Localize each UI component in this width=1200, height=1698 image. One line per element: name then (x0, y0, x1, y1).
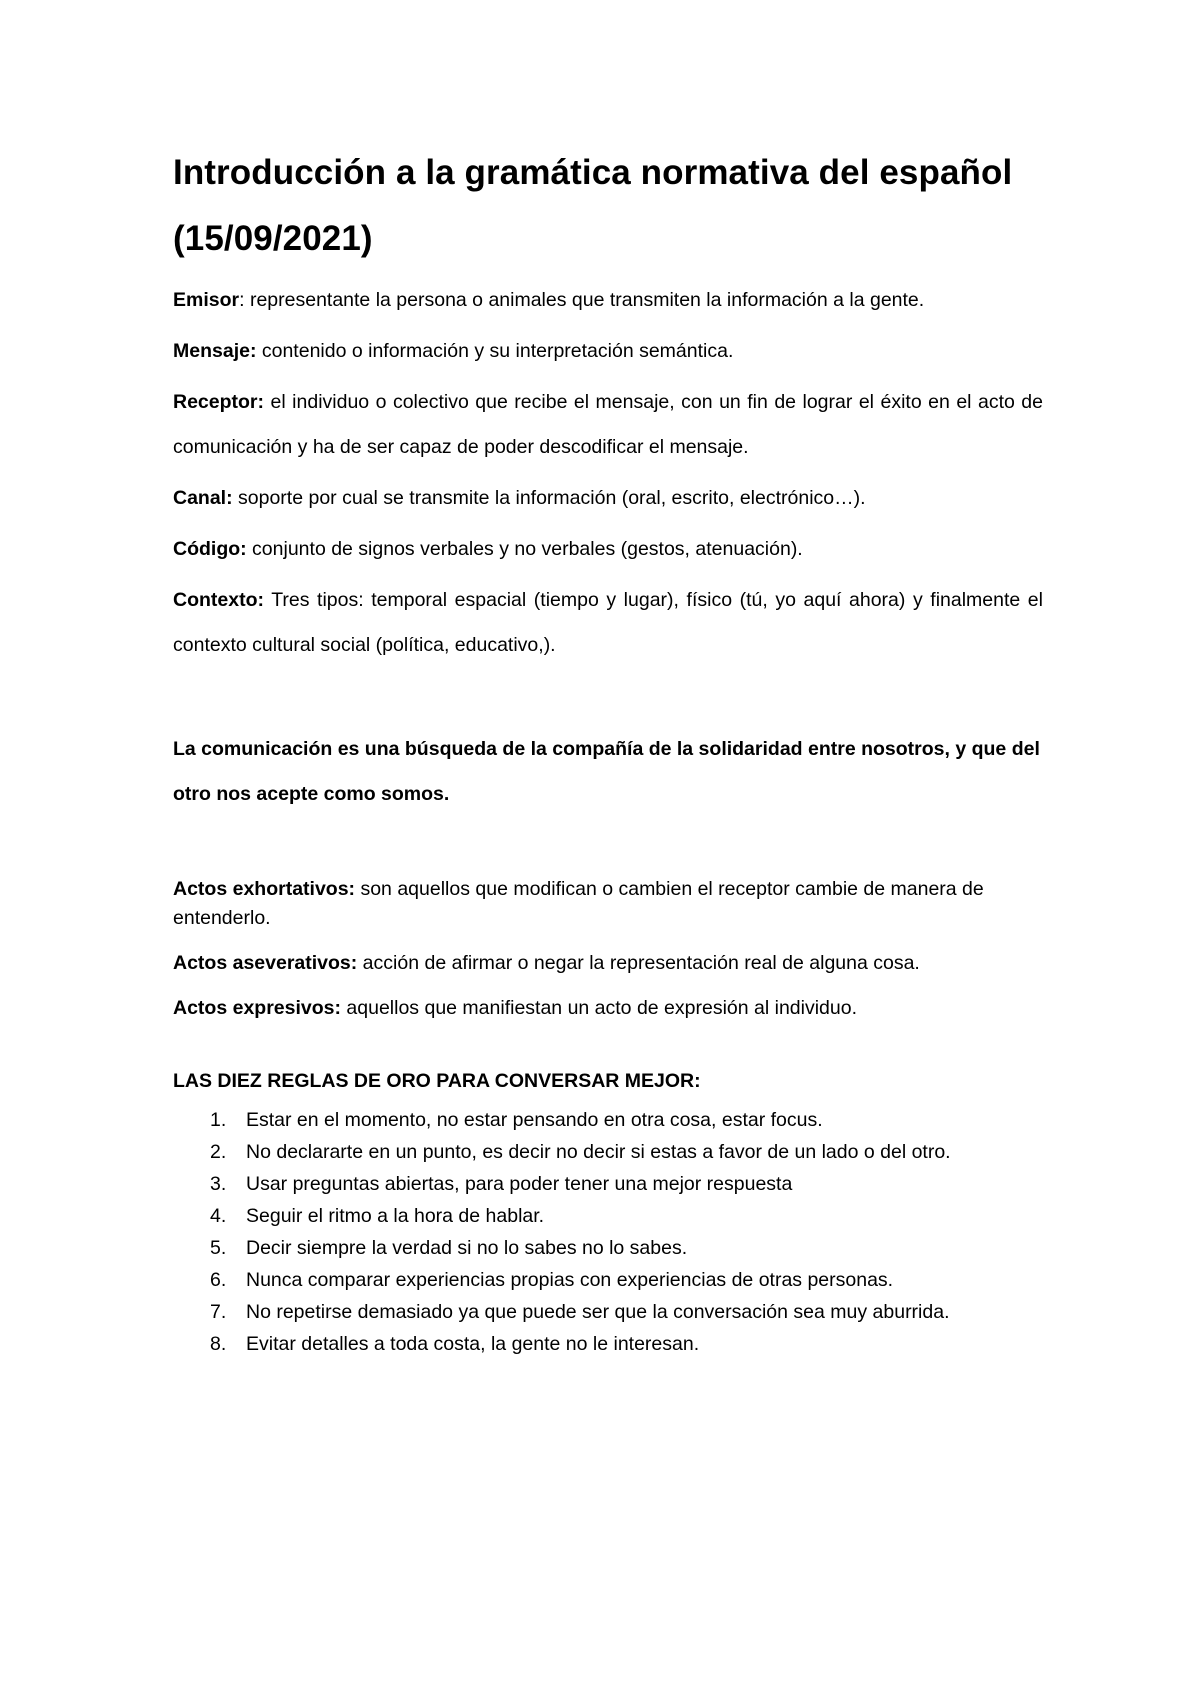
list-number: 1. (210, 1109, 227, 1131)
list-number: 3. (210, 1173, 227, 1195)
communication-quote: La comunicación es una búsqueda de la compañía de la solidaridad entre nosotros, y que del otro nos acepte como somos. (173, 738, 1040, 805)
act-expresivos (173, 994, 1043, 1023)
definition-separator: : (239, 289, 245, 311)
list-text: Usar preguntas abiertas, para poder tener una mejor respuesta (246, 1173, 793, 1195)
definition-emisor (173, 278, 1043, 323)
list-text: No repetirse demasiado ya que puede ser que la conversación sea muy aburrida. (246, 1301, 950, 1323)
act-exhortativos (173, 875, 1043, 933)
definition-text: contenido o información y su interpretación semántica. (256, 340, 734, 362)
act-term: Actos exhortativos: (173, 878, 356, 900)
definition-text: el individuo o colectivo que recibe el mensaje, con un fin de lograr el éxito en el acto de comunicación y ha de ser capaz de poder descodificar el mensaje. (173, 391, 1043, 458)
list-item (173, 1138, 1043, 1167)
definition-canal (173, 476, 1043, 521)
list-number: 6. (210, 1269, 227, 1291)
definition-text: representante la persona o animales que transmiten la información a la gente. (244, 289, 925, 311)
list-text: No declararte en un punto, es decir no decir si estas a favor de un lado o del otro. (246, 1141, 951, 1163)
rules-heading: LAS DIEZ REGLAS DE ORO PARA CONVERSAR MEJOR: (173, 1070, 701, 1092)
spacer (173, 674, 1043, 727)
document-body (173, 140, 1043, 1362)
list-item (173, 1234, 1043, 1263)
definition-text: conjunto de signos verbales y no verbales (gestos, atenuación). (246, 538, 803, 560)
definition-term: Emisor (173, 289, 240, 311)
definition-text: soporte por cual se transmite la información (oral, escrito, electrónico…). (232, 487, 866, 509)
act-term: Actos aseverativos: (173, 952, 358, 974)
list-item (173, 1106, 1043, 1135)
list-item (173, 1202, 1043, 1231)
list-text: Nunca comparar experiencias propias con experiencias de otras personas. (246, 1269, 894, 1291)
definition-mensaje (173, 329, 1043, 374)
act-term: Actos expresivos: (173, 997, 341, 1019)
rules-list (173, 1106, 1043, 1359)
definition-term: Receptor: (173, 391, 265, 413)
definition-term: Código: (173, 538, 247, 560)
list-text: Decir siempre la verdad si no lo sabes no lo sabes. (246, 1237, 688, 1259)
act-text: son aquellos que modifican o cambien el receptor cambie de manera de entenderlo. (173, 878, 984, 929)
spacer (173, 817, 1043, 875)
list-number: 5. (210, 1237, 227, 1259)
list-number: 8. (210, 1333, 227, 1355)
list-text: Estar en el momento, no estar pensando en otra cosa, estar focus. (246, 1109, 823, 1131)
definition-text: Tres tipos: temporal espacial (tiempo y lugar), físico (tú, yo aquí ahora) y finalmente el contexto cultural social (política, educativo,). (173, 589, 1043, 656)
definition-codigo (173, 527, 1043, 572)
definition-term: Contexto: (173, 589, 264, 611)
act-aseverativos (173, 949, 1043, 978)
list-item (173, 1170, 1043, 1199)
document-title: Introducción a la gramática normativa del español (15/09/2021) (173, 153, 1013, 258)
definition-receptor (173, 380, 1043, 470)
act-text: acción de afirmar o negar la representación real de alguna cosa. (357, 952, 920, 974)
list-item (173, 1298, 1043, 1327)
list-text: Evitar detalles a toda costa, la gente no le interesan. (246, 1333, 700, 1355)
spacer (173, 1039, 1043, 1067)
list-text: Seguir el ritmo a la hora de hablar. (246, 1205, 545, 1227)
list-number: 2. (210, 1141, 227, 1163)
list-item (173, 1266, 1043, 1295)
definition-term: Mensaje: (173, 340, 257, 362)
list-item (173, 1330, 1043, 1359)
definition-contexto (173, 578, 1043, 668)
act-text: aquellos que manifiestan un acto de expresión al individuo. (341, 997, 858, 1019)
definition-term: Canal: (173, 487, 233, 509)
list-number: 4. (210, 1205, 227, 1227)
list-number: 7. (210, 1301, 227, 1323)
